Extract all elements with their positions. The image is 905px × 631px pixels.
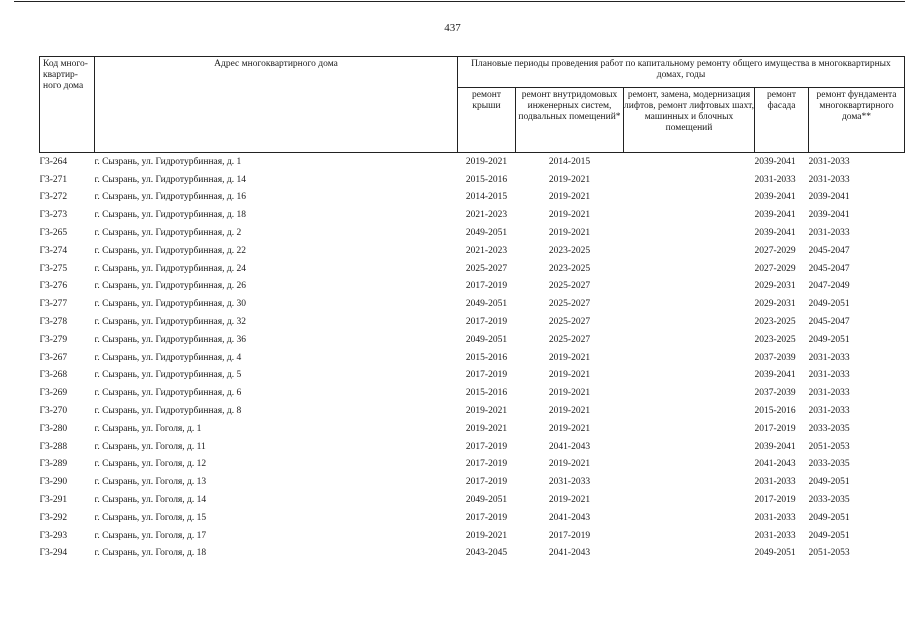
cell-foundation: 2031-2033 [808,156,850,167]
table-row [40,438,905,456]
cell-elevators [624,206,755,224]
cell-foundation: 2047-2049 [808,281,850,292]
cell-address: г. Сызрань, ул. Гоголя, д. 18 [94,548,207,559]
header-code: Код много-квартир-ного дома [40,57,95,153]
cell-code: Г3-270 [39,406,68,417]
cell-facade: 2023-2025 [754,334,796,345]
cell-code: Г3-273 [39,210,68,221]
cell-address: г. Сызрань, ул. Гидротурбинная, д. 6 [94,388,242,399]
cell-elevators [624,171,755,189]
cell-foundation: 2031-2033 [808,406,850,417]
cell-roof: 2049-2051 [465,299,508,310]
cell-roof: 2019-2021 [465,406,508,417]
cell-elevators [624,260,755,278]
cell-roof: 2043-2045 [465,548,508,559]
cell-roof: 2017-2019 [465,459,508,470]
cell-foundation: 2045-2047 [808,263,850,274]
cell-address: г. Сызрань, ул. Гидротурбинная, д. 5 [94,370,242,381]
cell-roof: 2021-2023 [465,245,508,256]
cell-elevators [624,402,755,420]
table-row [40,527,905,545]
cell-code: Г3-268 [39,370,68,381]
cell-code: Г3-278 [39,317,68,328]
cell-elevators [624,224,755,242]
cell-address: г. Сызрань, ул. Гидротурбинная, д. 18 [94,210,246,221]
table-row [40,420,905,438]
cell-elevators [624,367,755,385]
cell-foundation: 2031-2033 [808,174,850,185]
cell-address: г. Сызрань, ул. Гидротурбинная, д. 24 [94,263,246,274]
cell-code: Г3-264 [39,156,68,167]
cell-address: г. Сызрань, ул. Гоголя, д. 11 [94,441,206,452]
cell-systems: 2019-2021 [548,192,591,203]
cell-elevators [624,295,755,313]
table-row [40,349,905,367]
table-row [40,278,905,296]
cell-systems: 2019-2021 [548,228,591,239]
cell-roof: 2049-2051 [465,495,508,506]
cell-facade: 2039-2041 [754,210,796,221]
table-row [40,367,905,385]
cell-foundation: 2049-2051 [808,334,850,345]
cell-systems: 2014-2015 [548,156,591,167]
cell-roof: 2049-2051 [465,334,508,345]
cell-code: Г3-265 [39,228,68,239]
cell-systems: 2019-2021 [548,388,591,399]
cell-systems: 2023-2025 [548,245,591,256]
cell-elevators [624,456,755,474]
cell-systems: 2017-2019 [548,530,591,541]
cell-foundation: 2031-2033 [808,370,850,381]
cell-code: Г3-293 [39,530,68,541]
cell-address: г. Сызрань, ул. Гидротурбинная, д. 30 [94,299,246,310]
cell-address: г. Сызрань, ул. Гоголя, д. 12 [94,459,207,470]
table-row [40,491,905,509]
cell-facade: 2039-2041 [754,441,796,452]
cell-foundation: 2033-2035 [808,459,850,470]
cell-systems: 2025-2027 [548,281,591,292]
cell-address: г. Сызрань, ул. Гидротурбинная, д. 26 [94,281,246,292]
cell-systems: 2025-2027 [548,317,591,328]
cell-roof: 2017-2019 [465,477,508,488]
cell-facade: 2031-2033 [754,477,796,488]
cell-systems: 2041-2043 [548,441,591,452]
cell-address: г. Сызрань, ул. Гидротурбинная, д. 1 [94,156,242,167]
cell-address: г. Сызрань, ул. Гоголя, д. 17 [94,530,207,541]
cell-roof: 2015-2016 [465,174,508,185]
cell-roof: 2017-2019 [465,370,508,381]
cell-foundation: 2049-2051 [808,477,850,488]
cell-address: г. Сызрань, ул. Гидротурбинная, д. 14 [94,174,246,185]
cell-foundation: 2045-2047 [808,317,850,328]
table-row [40,206,905,224]
cell-address: г. Сызрань, ул. Гидротурбинная, д. 2 [94,228,242,239]
cell-code: Г3-289 [39,459,68,470]
cell-address: г. Сызрань, ул. Гоголя, д. 13 [94,477,207,488]
cell-systems: 2019-2021 [548,210,591,221]
cell-elevators [624,438,755,456]
cell-facade: 2039-2041 [754,370,796,381]
cell-code: Г3-294 [39,548,68,559]
cell-systems: 2019-2021 [548,174,591,185]
table-row [40,509,905,527]
cell-facade: 2027-2029 [754,263,796,274]
page-number: 437 [444,22,461,34]
cell-facade: 2023-2025 [754,317,796,328]
cell-roof: 2017-2019 [465,317,508,328]
cell-code: Г3-276 [39,281,68,292]
cell-address: г. Сызрань, ул. Гидротурбинная, д. 22 [94,245,246,256]
cell-elevators [624,313,755,331]
cell-elevators [624,509,755,527]
cell-facade: 2029-2031 [754,281,796,292]
cell-facade: 2031-2033 [754,174,796,185]
cell-code: Г3-274 [39,245,68,256]
cell-roof: 2019-2021 [465,530,508,541]
header-elevators: ремонт, замена, модернизация лифтов, ремонт лифтовых шахт, машинных и блочных помещений [624,88,755,153]
cell-elevators [624,420,755,438]
cell-elevators [624,545,755,563]
cell-foundation: 2039-2041 [808,192,850,203]
table-row [40,171,905,189]
cell-foundation: 2045-2047 [808,245,850,256]
cell-address: г. Сызрань, ул. Гоголя, д. 1 [94,423,202,434]
cell-facade: 2039-2041 [754,156,796,167]
cell-facade: 2039-2041 [754,192,796,203]
cell-facade: 2031-2033 [754,530,796,541]
table-body [40,153,905,563]
cell-facade: 2017-2019 [754,495,796,506]
cell-roof: 2021-2023 [465,210,508,221]
cell-facade: 2027-2029 [754,245,796,256]
header-facade: ремонт фасада [755,88,809,153]
header-roof: ремонт крыши [458,88,516,153]
cell-roof: 2014-2015 [465,192,508,203]
cell-code: Г3-267 [39,352,68,363]
cell-systems: 2031-2033 [548,477,591,488]
table-row [40,242,905,260]
table-row [40,260,905,278]
cell-elevators [624,384,755,402]
table-row [40,153,905,171]
table-row [40,473,905,491]
cell-code: Г3-288 [39,441,68,452]
cell-code: Г3-279 [39,334,68,345]
cell-elevators [624,189,755,207]
cell-address: г. Сызрань, ул. Гидротурбинная, д. 4 [94,352,242,363]
cell-facade: 2015-2016 [754,406,796,417]
cell-facade: 2029-2031 [754,299,796,310]
cell-roof: 2049-2051 [465,228,508,239]
table-row [40,295,905,313]
cell-systems: 2019-2021 [548,406,591,417]
cell-foundation: 2033-2035 [808,495,850,506]
cell-elevators [624,473,755,491]
table-row [40,189,905,207]
cell-roof: 2015-2016 [465,352,508,363]
cell-elevators [624,491,755,509]
cell-roof: 2015-2016 [465,388,508,399]
cell-address: г. Сызрань, ул. Гидротурбинная, д. 16 [94,192,246,203]
cell-foundation: 2031-2033 [808,228,850,239]
cell-systems: 2025-2027 [548,299,591,310]
cell-address: г. Сызрань, ул. Гоголя, д. 15 [94,512,207,523]
cell-systems: 2019-2021 [548,352,591,363]
header-address: Адрес многоквартирного дома [95,57,458,153]
cell-foundation: 2031-2033 [808,352,850,363]
cell-systems: 2025-2027 [548,334,591,345]
cell-systems: 2019-2021 [548,370,591,381]
header-foundation: ремонт фундамента многоквартирного дома** [809,88,905,153]
cell-foundation: 2049-2051 [808,512,850,523]
cell-code: Г3-269 [39,388,68,399]
cell-foundation: 2033-2035 [808,423,850,434]
cell-address: г. Сызрань, ул. Гоголя, д. 14 [94,495,207,506]
cell-roof: 2017-2019 [465,512,508,523]
cell-code: Г3-290 [39,477,68,488]
cell-systems: 2019-2021 [548,459,591,470]
cell-facade: 2037-2039 [754,352,796,363]
cell-code: Г3-291 [39,495,68,506]
cell-code: Г3-272 [39,192,68,203]
cell-code: Г3-292 [39,512,68,523]
cell-code: Г3-280 [39,423,68,434]
cell-roof: 2017-2019 [465,281,508,292]
cell-systems: 2023-2025 [548,263,591,274]
cell-elevators [624,331,755,349]
cell-facade: 2031-2033 [754,512,796,523]
cell-roof: 2019-2021 [465,423,508,434]
cell-elevators [624,278,755,296]
cell-foundation: 2049-2051 [808,530,850,541]
cell-foundation: 2049-2051 [808,299,850,310]
cell-facade: 2017-2019 [754,423,796,434]
header-periods: Плановые периоды проведения работ по капитальному ремонту общего имущества в многоквартирных домах, годы [458,57,905,88]
header-systems: ремонт внутридомовых инженерных систем, подвальных помещений* [516,88,624,153]
table-row [40,224,905,242]
cell-systems: 2041-2043 [548,548,591,559]
table-row [40,384,905,402]
cell-systems: 2019-2021 [548,423,591,434]
table-row [40,313,905,331]
cell-systems: 2019-2021 [548,495,591,506]
cell-elevators [624,527,755,545]
cell-roof: 2019-2021 [465,156,508,167]
cell-systems: 2041-2043 [548,512,591,523]
table-row [40,331,905,349]
table-row [40,402,905,420]
cell-facade: 2039-2041 [754,228,796,239]
table-row [40,456,905,474]
cell-facade: 2049-2051 [754,548,796,559]
cell-address: г. Сызрань, ул. Гидротурбинная, д. 8 [94,406,242,417]
cell-facade: 2037-2039 [754,388,796,399]
cell-elevators [624,349,755,367]
cell-facade: 2041-2043 [754,459,796,470]
cell-roof: 2017-2019 [465,441,508,452]
cell-address: г. Сызрань, ул. Гидротурбинная, д. 32 [94,317,246,328]
cell-code: Г3-275 [39,263,68,274]
table-row [40,545,905,563]
page-top-edge [14,1,905,2]
cell-foundation: 2031-2033 [808,388,850,399]
cell-roof: 2025-2027 [465,263,508,274]
cell-code: Г3-271 [39,174,68,185]
cell-elevators [624,153,755,171]
cell-foundation: 2039-2041 [808,210,850,221]
cell-elevators [624,242,755,260]
cell-code: Г3-277 [39,299,68,310]
cell-foundation: 2051-2053 [808,548,850,559]
repair-schedule-table [39,56,905,562]
cell-foundation: 2051-2053 [808,441,850,452]
cell-address: г. Сызрань, ул. Гидротурбинная, д. 36 [94,334,246,345]
